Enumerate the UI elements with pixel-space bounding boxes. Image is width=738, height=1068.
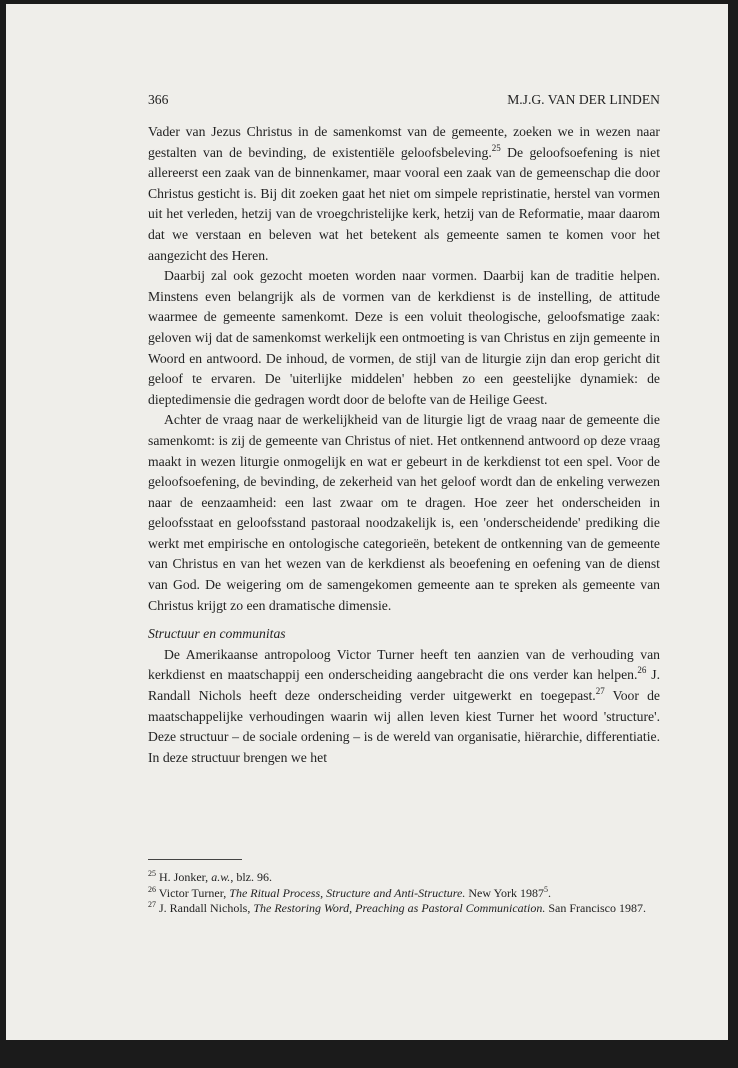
footnote-25: $^{25}$ H. Jonker, a.w., blz. 96. — [148, 869, 272, 884]
running-title: M.J.G. VAN DER LINDEN — [507, 92, 660, 107]
footnote-ref-27: 27 — [595, 686, 605, 697]
footnote-ref-26: 26 — [637, 665, 647, 676]
book-page — [6, 4, 728, 1040]
page-number: 366 — [148, 92, 169, 107]
running-header — [148, 92, 660, 108]
paragraph-4: De Amerikaanse antropoloog Victor Turner heeft ten aanzien van de verhouding van kerkdienst en maatschappij een onderscheiding aangebracht die ons verder kan helpen.$^{26}$ J. Randall Nichols heeft deze onderscheiding verder uitgewerkt en toegepast.$^{27}$ Voor de maatschappelijke verhoudingen waarin wij allen leven kiest Turner het woord 'structure'. Deze structuur – de sociale ordening – is de wereld van organisatie, hiërarchie, differentiatie. In deze structuur brengen we het — [148, 646, 660, 765]
footnote-divider — [148, 859, 242, 860]
section-heading: Structuur en communitas — [148, 626, 286, 642]
footnotes — [148, 870, 660, 917]
paragraph-3: Achter de vraag naar de werkelijkheid van de liturgie ligt de vraag naar de gemeente die samenkomt: is zij de gemeente van Christus of niet. Het ontkennend antwoord op deze vraag maakt in wezen liturgie onmogelijk en wat er gebeurt in de kerkdienst tot een spel. Voor de geloofsoefening, de bevinding, de zekerheid van het geloof wordt dan de enkeling verwezen naar de eenzaamheid: een last zwaar om te dragen. Hoe zeer het onderscheiden in geloofsstaat en geloofsstand pastoraal noodzakelijk is, een 'onderscheidende' prediking die werkt met empirische en ontologische categorieën, betekent de ontkenning van de gemeente van Christus en van het wezen van de kerkdienst als beoefening en oefening van de dienst van God. De weigering om de samengekomen gemeente aan te spreken als gemeente van Christus krijgt zo een dramatische dimensie. — [148, 412, 660, 613]
paragraph-2: Daarbij zal ook gezocht moeten worden naar vormen. Daarbij kan de traditie helpen. Minstens even belangrijk als de vormen van de kerkdienst is de instelling, de attitude waarmee de gemeente samenkomt. Deze is een voluit theologische, geloofsmatige zaak: geloven wij dat de samenkomst werkelijk een ontmoeting is van Christus en zijn gemeente in Woord en antwoord. De inhoud, de vormen, de stijl van de liturgie zijn dan erop gericht dit geloof te ervaren. De 'uiterlijke middelen' hebben zo een geestelijke dynamiek: de dieptedimensie die gedragen wordt door de belofte van de Heilige Geest. — [148, 268, 660, 407]
footnote-ref-25: 25 — [491, 142, 501, 153]
footnote-26: $^{26}$ Victor Turner, The Ritual Process, Structure and Anti-Structure. New York 1987$^5$. — [148, 884, 552, 900]
paragraph-1: Vader van Jezus Christus in de samenkomst van de gemeente, zoeken we in wezen naar gestalten van de bevinding, de existentiële geloofsbeleving.$^{25}$ De geloofsoefening is niet allereerst een zaak van de binnenkamer, maar vooral een zaak van de gemeenschap die door Christus gesticht is. Bij dit zoeken gaat het niet om simpele repristinatie, herstel van vormen uit het verleden, hetzij van de vroegchristelijke kerk, hetzij van de Reformatie, maar daarom dat we verstaan en beleven wat het betekent als gemeente samen te komen voor het aangezicht des Heren. — [148, 124, 661, 263]
main-text — [148, 122, 660, 768]
footnote-27: $^{27}$ J. Randall Nichols, The Restoring Word, Preaching as Pastoral Communication. San Francisco 1987. — [148, 900, 646, 916]
